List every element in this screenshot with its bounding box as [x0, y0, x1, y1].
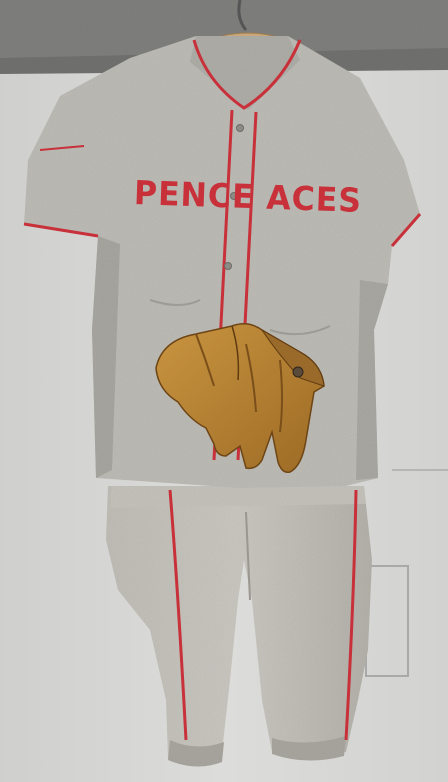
- glove-strap-snap: [293, 367, 303, 377]
- jersey-lettering: PENCE ACES: [133, 173, 374, 221]
